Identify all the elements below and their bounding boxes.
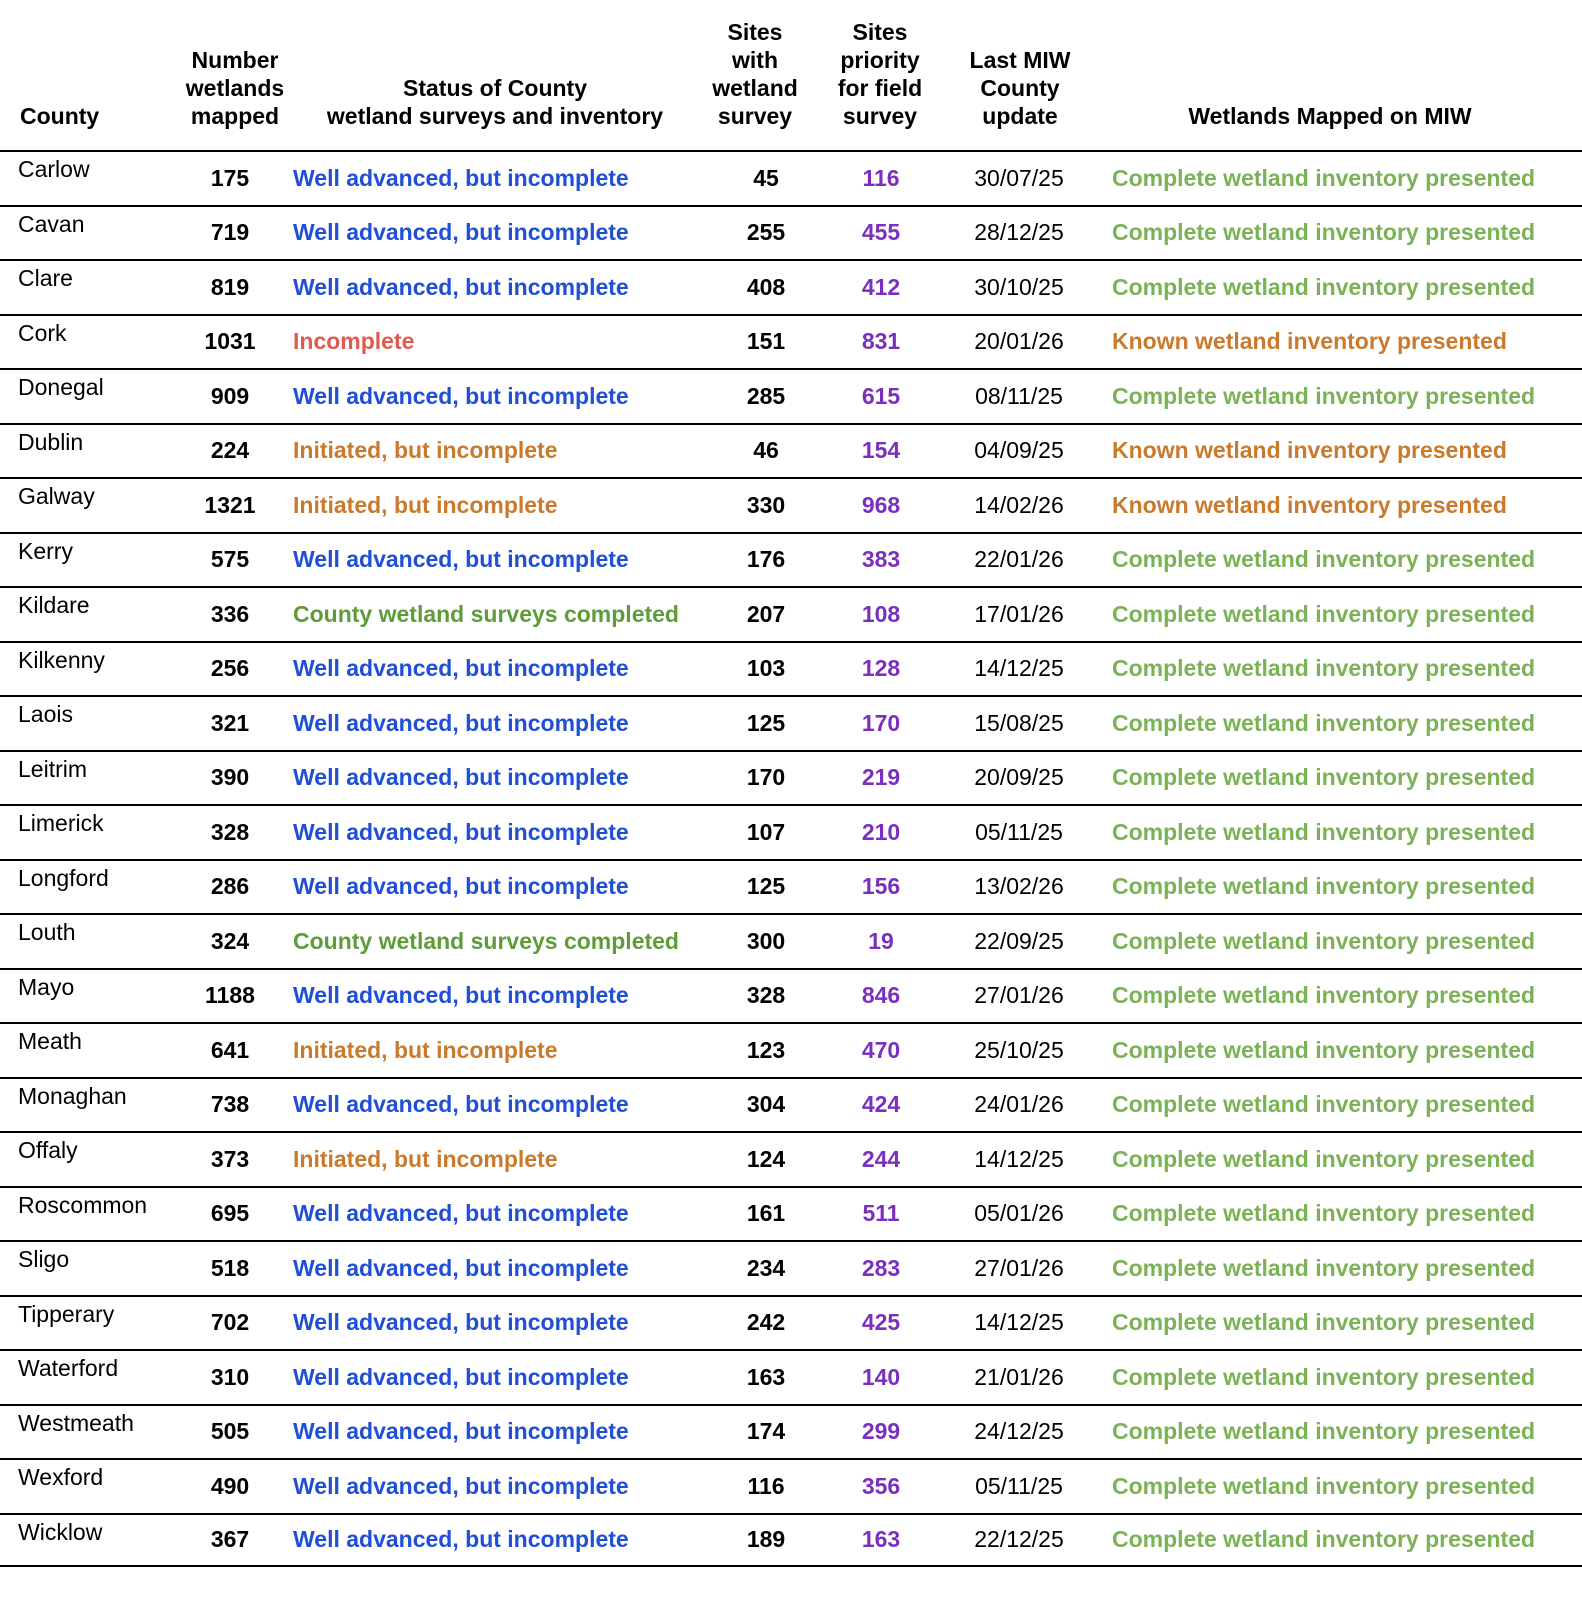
table-row — [0, 1240, 1582, 1295]
sites-priority-cell: 244 — [861, 1145, 901, 1172]
status-cell: Well advanced, but incomplete — [293, 546, 629, 573]
sites-with-survey-cell: 330 — [746, 491, 786, 518]
status-cell: Well advanced, but incomplete — [293, 818, 629, 845]
wetlands-mapped-cell: Complete wetland inventory presented — [1112, 1418, 1536, 1445]
sites-with-survey-cell: 124 — [746, 1145, 786, 1172]
last-update-cell: 04/09/25 — [974, 437, 1064, 464]
county-cell: Kilkenny — [18, 646, 105, 673]
status-cell: Well advanced, but incomplete — [293, 1254, 629, 1281]
sites-priority-cell: 170 — [861, 709, 901, 736]
sites-priority-cell: 470 — [861, 1036, 901, 1063]
wetlands-mapped-cell: Complete wetland inventory presented — [1112, 655, 1536, 682]
number-mapped-cell: 1031 — [204, 328, 256, 355]
status-cell: Incomplete — [293, 328, 415, 355]
sites-priority-cell: 210 — [861, 818, 901, 845]
sites-priority-cell: 356 — [861, 1472, 901, 1499]
county-cell: Leitrim — [18, 755, 88, 782]
county-cell: Kildare — [18, 592, 90, 618]
wetlands-mapped-cell: Complete wetland inventory presented — [1112, 546, 1536, 573]
last-update-cell: 30/10/25 — [974, 273, 1064, 300]
number-mapped-cell: 695 — [210, 1200, 250, 1227]
wetlands-mapped-cell: Complete wetland inventory presented — [1112, 219, 1536, 246]
table-row — [0, 1131, 1582, 1186]
wetlands-mapped-cell: Complete wetland inventory presented — [1112, 709, 1536, 736]
number-mapped-cell: 518 — [210, 1254, 250, 1281]
last-update-cell: 22/09/25 — [974, 927, 1064, 954]
sites-with-survey-cell: 125 — [746, 873, 786, 900]
table-row — [0, 1077, 1582, 1132]
wetlands-mapped-cell: Complete wetland inventory presented — [1112, 1309, 1536, 1336]
status-cell: Well advanced, but incomplete — [293, 273, 629, 300]
header-last-update: Last MIW County update — [969, 47, 1071, 129]
sites-priority-cell: 831 — [861, 328, 901, 355]
sites-with-survey-cell: 45 — [753, 164, 779, 191]
table-row — [0, 804, 1582, 859]
status-cell: Well advanced, but incomplete — [293, 709, 629, 736]
wetlands-mapped-cell: Complete wetland inventory presented — [1112, 164, 1536, 191]
table-row — [0, 259, 1582, 314]
sites-with-survey-cell: 163 — [746, 1363, 786, 1390]
number-mapped-cell: 909 — [210, 382, 250, 409]
wetlands-mapped-cell: Complete wetland inventory presented — [1112, 1091, 1536, 1118]
county-cell: Laois — [18, 701, 73, 727]
sites-with-survey-cell: 46 — [753, 437, 779, 464]
number-mapped-cell: 1321 — [204, 491, 256, 518]
table-row — [0, 1295, 1582, 1350]
number-mapped-cell: 367 — [210, 1526, 250, 1553]
number-mapped-cell: 505 — [210, 1418, 250, 1445]
table-body — [0, 150, 1582, 1567]
wetlands-mapped-cell: Complete wetland inventory presented — [1112, 1472, 1536, 1499]
sites-with-survey-cell: 234 — [746, 1254, 786, 1281]
number-mapped-cell: 256 — [210, 655, 250, 682]
sites-priority-cell: 116 — [862, 164, 900, 191]
table-row — [0, 641, 1582, 696]
sites-priority-cell: 425 — [861, 1309, 901, 1336]
table-row — [0, 1404, 1582, 1459]
last-update-cell: 24/12/25 — [974, 1418, 1064, 1445]
last-update-cell: 27/01/26 — [974, 1254, 1064, 1281]
county-cell: Wicklow — [18, 1518, 103, 1545]
wetlands-mapped-cell: Complete wetland inventory presented — [1112, 1526, 1536, 1553]
last-update-cell: 30/07/25 — [974, 164, 1064, 191]
wetlands-mapped-cell: Complete wetland inventory presented — [1112, 1145, 1536, 1172]
table-row — [0, 423, 1582, 478]
sites-priority-cell: 846 — [861, 982, 901, 1009]
sites-with-survey-cell: 125 — [746, 709, 786, 736]
last-update-cell: 14/02/26 — [974, 491, 1064, 518]
last-update-cell: 13/02/26 — [974, 873, 1064, 900]
sites-with-survey-cell: 103 — [746, 655, 786, 682]
county-cell: Roscommon — [18, 1191, 148, 1218]
sites-priority-cell: 615 — [861, 382, 901, 409]
status-cell: Well advanced, but incomplete — [293, 1472, 629, 1499]
last-update-cell: 25/10/25 — [974, 1036, 1064, 1063]
table-header — [0, 0, 1582, 150]
sites-priority-cell: 140 — [861, 1363, 901, 1390]
sites-with-survey-cell: 304 — [746, 1091, 786, 1118]
sites-priority-cell: 968 — [861, 491, 901, 518]
last-update-cell: 22/01/26 — [974, 546, 1064, 573]
table-row — [0, 750, 1582, 805]
sites-with-survey-cell: 161 — [746, 1200, 786, 1227]
county-cell: Cork — [18, 319, 67, 346]
header-county: County — [20, 103, 100, 129]
number-mapped-cell: 373 — [210, 1145, 250, 1172]
wetlands-mapped-cell: Known wetland inventory presented — [1112, 491, 1507, 518]
county-cell: Carlow — [18, 156, 90, 182]
last-update-cell: 21/01/26 — [974, 1363, 1064, 1390]
county-cell: Westmeath — [18, 1409, 134, 1436]
table-row — [0, 1349, 1582, 1404]
table-row — [0, 1022, 1582, 1077]
county-cell: Clare — [18, 265, 73, 291]
table-row — [0, 368, 1582, 423]
wetlands-mapped-cell: Known wetland inventory presented — [1112, 328, 1507, 355]
table-row — [0, 859, 1582, 914]
sites-priority-cell: 219 — [861, 764, 901, 791]
status-cell: Well advanced, but incomplete — [293, 655, 629, 682]
header-wetlands-mapped: Wetlands Mapped on MIW — [1188, 103, 1472, 129]
number-mapped-cell: 819 — [210, 273, 250, 300]
number-mapped-cell: 336 — [210, 600, 250, 627]
last-update-cell: 08/11/25 — [975, 382, 1063, 409]
last-update-cell: 22/12/25 — [974, 1526, 1064, 1553]
last-update-cell: 27/01/26 — [974, 982, 1064, 1009]
wetlands-mapped-cell: Complete wetland inventory presented — [1112, 873, 1536, 900]
sites-with-survey-cell: 176 — [746, 546, 786, 573]
number-mapped-cell: 738 — [210, 1091, 250, 1118]
sites-with-survey-cell: 107 — [746, 818, 786, 845]
sites-with-survey-cell: 116 — [747, 1472, 785, 1499]
county-cell: Cavan — [18, 210, 85, 237]
county-cell: Monaghan — [18, 1082, 127, 1109]
header-sites-priority: Sites priority for field survey — [837, 19, 923, 129]
last-update-cell: 20/09/25 — [974, 764, 1064, 791]
county-cell: Donegal — [18, 374, 104, 400]
wetlands-mapped-cell: Complete wetland inventory presented — [1112, 927, 1536, 954]
sites-with-survey-cell: 123 — [746, 1036, 786, 1063]
sites-priority-cell: 128 — [861, 655, 901, 682]
last-update-cell: 17/01/26 — [974, 600, 1064, 627]
status-cell: Well advanced, but incomplete — [293, 1309, 629, 1336]
table-row — [0, 532, 1582, 587]
wetlands-mapped-cell: Known wetland inventory presented — [1112, 437, 1507, 464]
number-mapped-cell: 390 — [210, 764, 250, 791]
status-cell: Well advanced, but incomplete — [293, 1526, 629, 1553]
county-cell: Galway — [18, 483, 95, 509]
county-cell: Meath — [18, 1028, 82, 1054]
sites-priority-cell: 283 — [861, 1254, 901, 1281]
status-cell: Well advanced, but incomplete — [293, 1418, 629, 1445]
last-update-cell: 15/08/25 — [974, 709, 1064, 736]
sites-with-survey-cell: 174 — [746, 1418, 786, 1445]
header-status: Status of County wetland surveys and inventory — [326, 75, 664, 129]
header-sites-with-survey: Sites with wetland survey — [712, 19, 798, 129]
last-update-cell: 05/11/25 — [975, 1472, 1063, 1499]
county-cell: Waterford — [18, 1355, 119, 1381]
sites-with-survey-cell: 242 — [746, 1309, 786, 1336]
sites-priority-cell: 424 — [861, 1091, 901, 1118]
sites-priority-cell: 412 — [861, 273, 901, 300]
table-row — [0, 695, 1582, 750]
wetlands-mapped-cell: Complete wetland inventory presented — [1112, 1254, 1536, 1281]
number-mapped-cell: 224 — [210, 437, 250, 464]
last-update-cell: 28/12/25 — [974, 219, 1064, 246]
status-cell: Well advanced, but incomplete — [293, 764, 629, 791]
table-row — [0, 1513, 1582, 1568]
status-cell: Well advanced, but incomplete — [293, 382, 629, 409]
wetlands-mapped-cell: Complete wetland inventory presented — [1112, 818, 1536, 845]
number-mapped-cell: 575 — [210, 546, 250, 573]
number-mapped-cell: 328 — [210, 818, 250, 845]
table-row — [0, 1458, 1582, 1513]
status-cell: Well advanced, but incomplete — [293, 1200, 629, 1227]
sites-priority-cell: 511 — [862, 1200, 900, 1227]
county-cell: Offaly — [18, 1137, 78, 1163]
wetlands-mapped-cell: Complete wetland inventory presented — [1112, 764, 1536, 791]
header-number-mapped: Number wetlands mapped — [185, 47, 285, 129]
number-mapped-cell: 702 — [210, 1309, 250, 1336]
number-mapped-cell: 324 — [210, 927, 250, 954]
status-cell: Initiated, but incomplete — [293, 1036, 558, 1063]
wetlands-mapped-cell: Complete wetland inventory presented — [1112, 273, 1536, 300]
status-cell: Initiated, but incomplete — [293, 1145, 558, 1172]
table-row — [0, 913, 1582, 968]
status-cell: Well advanced, but incomplete — [293, 982, 629, 1009]
table-row — [0, 1186, 1582, 1241]
last-update-cell: 14/12/25 — [974, 1145, 1064, 1172]
county-cell: Limerick — [18, 810, 104, 836]
number-mapped-cell: 1188 — [205, 982, 255, 1009]
sites-with-survey-cell: 285 — [746, 382, 786, 409]
table-row — [0, 314, 1582, 369]
wetlands-mapped-cell: Complete wetland inventory presented — [1112, 982, 1536, 1009]
sites-priority-cell: 156 — [861, 873, 901, 900]
county-cell: Wexford — [18, 1464, 104, 1490]
status-cell: County wetland surveys completed — [293, 927, 679, 954]
table-row — [0, 205, 1582, 260]
last-update-cell: 14/12/25 — [974, 1309, 1064, 1336]
table-row — [0, 150, 1582, 205]
status-cell: Well advanced, but incomplete — [293, 219, 629, 246]
status-cell: Initiated, but incomplete — [293, 491, 558, 518]
status-cell: Well advanced, but incomplete — [293, 1363, 629, 1390]
wetlands-mapped-cell: Complete wetland inventory presented — [1112, 600, 1536, 627]
wetlands-mapped-cell: Complete wetland inventory presented — [1112, 382, 1536, 409]
county-cell: Dublin — [18, 428, 84, 455]
last-update-cell: 05/01/26 — [974, 1200, 1064, 1227]
last-update-cell: 24/01/26 — [974, 1091, 1064, 1118]
county-cell: Tipperary — [18, 1300, 115, 1327]
status-cell: Initiated, but incomplete — [293, 437, 558, 464]
sites-with-survey-cell: 170 — [746, 764, 786, 791]
number-mapped-cell: 286 — [210, 873, 250, 900]
number-mapped-cell: 321 — [210, 709, 250, 736]
sites-with-survey-cell: 328 — [746, 982, 786, 1009]
sites-with-survey-cell: 207 — [746, 600, 786, 627]
status-cell: County wetland surveys completed — [293, 600, 679, 627]
sites-priority-cell: 383 — [861, 546, 901, 573]
sites-with-survey-cell: 151 — [746, 328, 786, 355]
county-cell: Sligo — [18, 1246, 70, 1272]
sites-with-survey-cell: 189 — [746, 1526, 786, 1553]
county-cell: Longford — [18, 864, 109, 891]
county-cell: Kerry — [18, 537, 73, 564]
wetlands-mapped-cell: Complete wetland inventory presented — [1112, 1036, 1536, 1063]
sites-with-survey-cell: 408 — [746, 273, 786, 300]
number-mapped-cell: 719 — [210, 219, 250, 246]
sites-with-survey-cell: 300 — [746, 927, 786, 954]
table-row — [0, 477, 1582, 532]
last-update-cell: 20/01/26 — [974, 328, 1064, 355]
sites-priority-cell: 455 — [861, 219, 901, 246]
sites-with-survey-cell: 255 — [746, 219, 786, 246]
last-update-cell: 05/11/25 — [975, 818, 1063, 845]
last-update-cell: 14/12/25 — [974, 655, 1064, 682]
sites-priority-cell: 154 — [861, 437, 901, 464]
table-row — [0, 586, 1582, 641]
sites-priority-cell: 163 — [861, 1526, 901, 1553]
number-mapped-cell: 490 — [210, 1472, 250, 1499]
status-cell: Well advanced, but incomplete — [293, 164, 629, 191]
county-cell: Louth — [18, 919, 76, 945]
status-cell: Well advanced, but incomplete — [293, 1091, 629, 1118]
number-mapped-cell: 175 — [210, 164, 250, 191]
wetlands-mapped-cell: Complete wetland inventory presented — [1112, 1200, 1536, 1227]
table-row — [0, 968, 1582, 1023]
sites-priority-cell: 19 — [868, 927, 894, 954]
sites-priority-cell: 299 — [861, 1418, 901, 1445]
wetlands-mapped-cell: Complete wetland inventory presented — [1112, 1363, 1536, 1390]
county-cell: Mayo — [18, 973, 75, 1000]
number-mapped-cell: 310 — [210, 1363, 250, 1390]
number-mapped-cell: 641 — [210, 1036, 250, 1063]
status-cell: Well advanced, but incomplete — [293, 873, 629, 900]
sites-priority-cell: 108 — [861, 600, 901, 627]
